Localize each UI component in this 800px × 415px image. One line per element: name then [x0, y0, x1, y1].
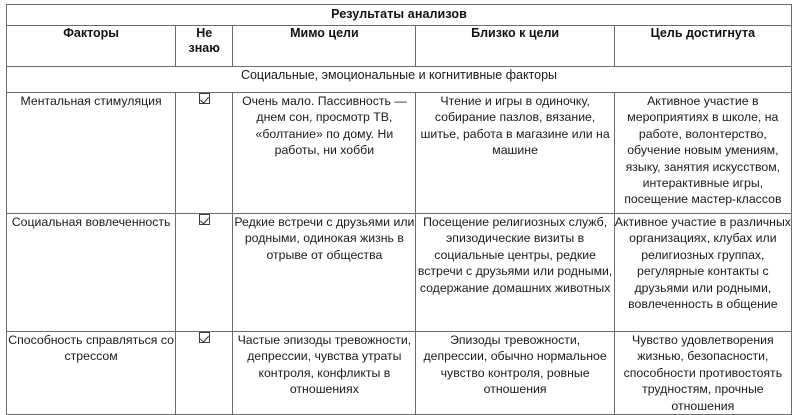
table-row — [7, 214, 792, 332]
column-header-unknown — [176, 26, 233, 67]
table-title: Результаты анализов — [331, 7, 467, 21]
row-factor-cell — [7, 332, 176, 415]
row-unknown-cell[interactable] — [176, 332, 233, 415]
table-row — [7, 332, 792, 415]
results-table — [6, 4, 792, 415]
column-header-miss-label: Мимо цели — [290, 26, 359, 40]
checkbox-checked-icon[interactable] — [199, 93, 210, 104]
column-header-close — [416, 26, 614, 67]
row-miss-cell — [233, 93, 416, 214]
column-header-unknown-line2: знаю — [188, 41, 220, 55]
section-header-cell — [7, 67, 792, 93]
column-header-unknown-line1: Не — [196, 26, 213, 40]
column-header-reached — [614, 26, 791, 67]
row-factor-cell — [7, 214, 176, 332]
row-miss-cell — [233, 332, 416, 415]
row-close-text: Эпизоды тревожности, депрессии, обычно нормальное чувство контроля, ровные отношения — [423, 333, 607, 397]
row-close-text: Чтение и игры в одиночку, собирание пазлов, вязание, шитье, работа в магазине или на машине — [420, 94, 610, 158]
row-miss-cell — [233, 214, 416, 332]
row-factor-text: Социальная вовлеченность — [11, 215, 171, 229]
column-header-miss — [233, 26, 416, 67]
checkbox-checked-icon[interactable] — [199, 332, 210, 343]
section-header-label: Социальные, эмоциональные и когнитивные факторы — [240, 68, 558, 82]
row-close-cell — [416, 214, 614, 332]
row-factor-text: Ментальная стимуляция — [20, 94, 162, 108]
row-unknown-cell[interactable] — [176, 93, 233, 214]
checkbox-checked-icon[interactable] — [199, 214, 210, 225]
row-factor-text: Способность справляться со стрессом — [8, 333, 174, 364]
table-row — [7, 93, 792, 214]
row-reached-cell — [614, 214, 791, 332]
row-miss-text: Частые эпизоды тревожности, депрессии, чувства утраты контроля, конфликты в отношениях — [237, 333, 412, 397]
table-title-row — [7, 5, 792, 26]
table-title-cell — [7, 5, 792, 26]
row-reached-text: Чувство удовлетворения жизнью, безопасности, способности противостоять трудностям, прочные отношения — [623, 333, 783, 413]
row-reached-cell — [614, 93, 791, 214]
row-close-text: Посещение религиозных служб, эпизодические визиты в социальные центры, редкие встречи с друзьями или родными, содержание домашних животных — [417, 215, 613, 295]
row-reached-text: Активное участие в различных организациях, клубах или религиозных группах, регулярные контакты с друзьями или родными, вовлеченность в общение — [614, 215, 791, 312]
column-header-factor-label: Факторы — [63, 26, 119, 40]
column-header-factor — [7, 26, 176, 67]
row-miss-text: Редкие встречи с друзьями или родными, одинокая жизнь в отрыве от общества — [234, 215, 415, 262]
table-header-row — [7, 26, 792, 67]
column-header-reached-label: Цель достигнута — [650, 26, 756, 40]
row-reached-cell — [614, 332, 791, 415]
row-miss-text: Очень мало. Пассивность — днем сон, просмотр ТВ, «болтание» по дому. Ни работы, ни хобби — [242, 94, 407, 158]
row-close-cell — [416, 93, 614, 214]
column-header-close-label: Близко к цели — [471, 26, 560, 40]
section-header-row — [7, 67, 792, 93]
row-factor-cell — [7, 93, 176, 214]
row-unknown-cell[interactable] — [176, 214, 233, 332]
row-reached-text: Активное участие в мероприятиях в школе, на работе, волонтерство, обучение новым умениям, языку, занятия искусством, интерактивные игры, посещение мастер-классов — [624, 94, 782, 207]
row-close-cell — [416, 332, 614, 415]
